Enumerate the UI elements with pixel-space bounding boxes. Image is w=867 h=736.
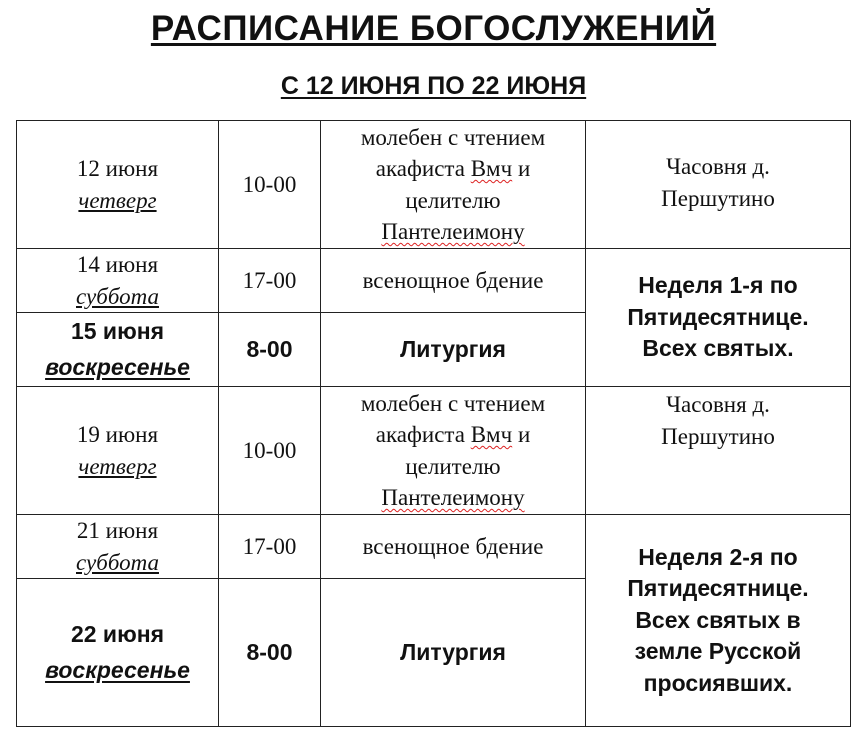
table-row [17, 387, 851, 515]
time-cell: 17-00 [219, 515, 321, 579]
place-line: Першутино [661, 423, 775, 449]
page-title: РАСПИСАНИЕ БОГОСЛУЖЕНИЙ [150, 9, 717, 48]
schedule-table [16, 120, 851, 727]
service-line: Вмч [470, 422, 513, 447]
date-cell [17, 387, 219, 515]
time-cell: 10-00 [219, 121, 321, 249]
service-cell: всенощное бдение [321, 249, 586, 313]
place-line: Часовня д. [666, 154, 770, 179]
weekday-text: воскресенье [45, 657, 190, 683]
service-line: молебен с чтением [360, 124, 546, 150]
place-cell [586, 387, 851, 515]
service-line: Вмч [470, 156, 513, 181]
table-row [17, 121, 851, 249]
date-text: 12 июня [76, 156, 159, 181]
table-row [17, 249, 851, 313]
date-text: 19 июня [76, 422, 159, 447]
service-line: молебен с чтением [360, 390, 546, 416]
date-cell [17, 249, 219, 313]
feast-line: просиявших. [643, 669, 793, 696]
page-subtitle: С 12 ИЮНЯ ПО 22 ИЮНЯ [280, 72, 587, 100]
service-cell: всенощное бдение [321, 515, 586, 579]
place-line: Часовня д. [666, 392, 770, 417]
weekday-text: суббота [76, 283, 159, 309]
feast-line: Неделя 2-я по [638, 543, 798, 570]
weekday-text: воскресенье [45, 354, 190, 380]
time-cell: 10-00 [219, 387, 321, 515]
time-cell: 8-00 [219, 313, 321, 387]
service-line: Пантелеимону [381, 485, 525, 510]
service-line: и [517, 422, 531, 447]
service-line: и [517, 156, 531, 181]
place-line: Першутино [661, 185, 775, 211]
feast-line: Всех святых в [635, 606, 801, 633]
weekday-text: четверг [78, 453, 157, 479]
service-cell: Литургия [321, 579, 586, 727]
feast-line: Пятидесятнице. [627, 575, 809, 602]
place-cell [586, 121, 851, 249]
weekday-text: суббота [76, 549, 159, 575]
service-line: Пантелеимону [381, 219, 525, 244]
service-line: целителю [405, 187, 501, 213]
service-line: акафиста [375, 422, 465, 447]
feast-line: Пятидесятнице. [627, 303, 809, 330]
service-cell [321, 387, 586, 515]
time-cell: 17-00 [219, 249, 321, 313]
date-text: 15 июня [70, 318, 165, 344]
feast-cell [586, 515, 851, 727]
service-cell: Литургия [321, 313, 586, 387]
feast-line: Неделя 1-я по [638, 272, 798, 299]
date-cell [17, 313, 219, 387]
weekday-text: четверг [78, 187, 157, 213]
feast-cell [586, 249, 851, 387]
date-cell [17, 121, 219, 249]
feast-line: земле Русской [634, 638, 802, 665]
date-text: 21 июня [76, 518, 159, 543]
service-cell [321, 121, 586, 249]
service-line: акафиста [375, 156, 465, 181]
date-text: 22 июня [70, 621, 165, 647]
service-line: целителю [405, 453, 501, 479]
date-text: 14 июня [76, 252, 159, 277]
time-cell: 8-00 [219, 579, 321, 727]
date-cell [17, 579, 219, 727]
feast-line: Всех святых. [642, 335, 794, 362]
date-cell [17, 515, 219, 579]
table-row [17, 515, 851, 579]
